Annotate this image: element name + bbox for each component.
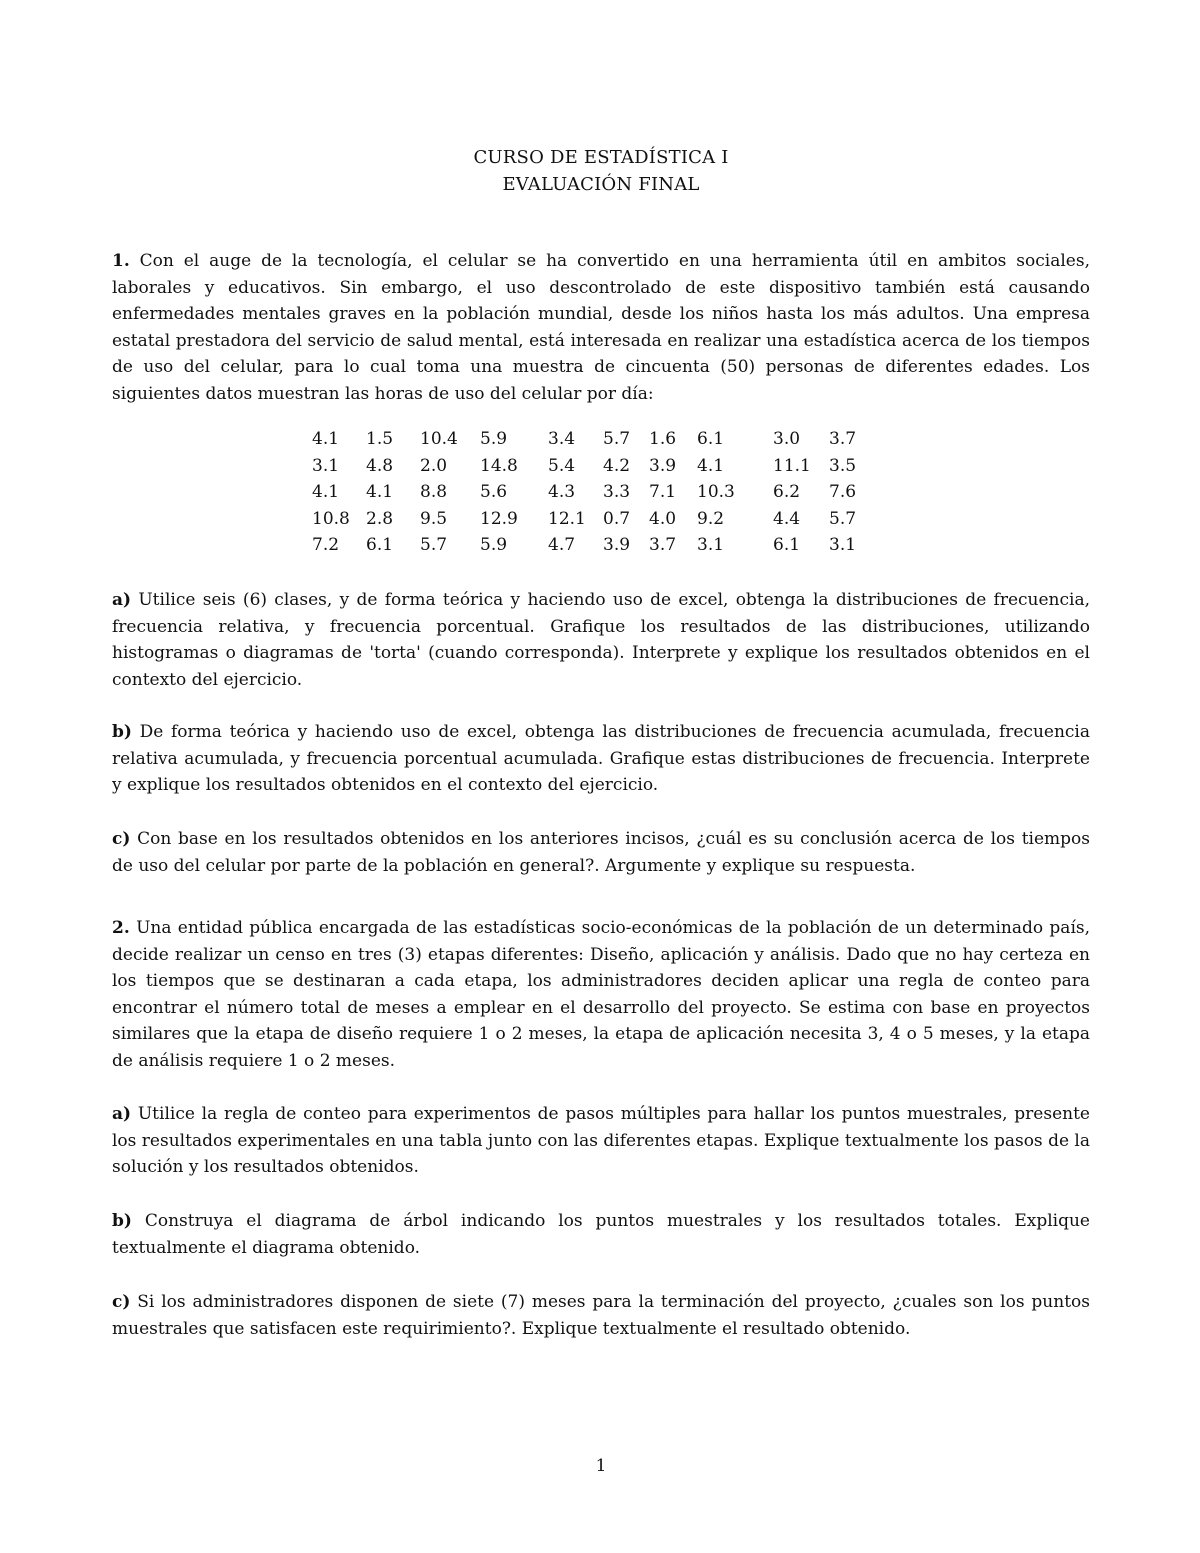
problem-2-number: 2. [112,918,130,938]
table-row [312,532,869,559]
table-cell: 7.1 [649,482,677,503]
table-cell: 5.9 [480,535,508,556]
table-cell: 3.9 [603,535,631,556]
problem-1-part-a [112,587,1090,693]
table-row [312,426,869,453]
table-cell: 3.1 [312,455,340,476]
table-cell: 9.5 [420,508,448,529]
problem-1-part-a-text: Utilice seis (6) clases, y de forma teórica y haciendo uso de excel, obtenga la distribuciones de frecuencia, frecuencia relativa, y frecuencia porcentual. Grafique los resultados de las distribuciones, utilizando histogramas o diagramas de 'torta' (cuando corresponda). Interprete y explique los resultados obtenidos en el contexto del ejercicio. [112,590,1090,690]
problem-1-intro-text: Con el auge de la tecnología, el celular se ha convertido en una herramienta útil en ambitos sociales, laborales y educativos. Sin embargo, el uso descontrolado de este dispositivo también está causando enfermedades mentales graves en la población mundial, desde los niños hasta los más adultos. Una empresa estatal prestadora del servicio de salud mental, está interesada en realizar una estadística acerca de los tiempos de uso del celular, para lo cual toma una muestra de cincuenta (50) personas de diferentes edades. Los siguientes datos muestran las horas de uso del celular por día: [112,251,1090,404]
problem-2-intro [112,915,1090,1074]
problem-2-part-a-label: a) [112,1104,132,1124]
table-cell: 0.7 [603,508,631,529]
problem-1-number: 1. [112,251,130,271]
table-cell: 3.7 [649,535,677,556]
table-cell: 6.2 [773,482,801,503]
table-cell: 4.1 [697,455,725,476]
table-cell: 2.0 [420,455,448,476]
table-cell: 5.7 [603,429,631,450]
table-cell: 7.6 [829,482,857,503]
table-cell: 6.1 [697,429,725,450]
table-cell: 1.6 [649,429,677,450]
table-cell: 10.3 [697,482,735,503]
table-cell: 4.7 [548,535,576,556]
title-line-1: CURSO DE ESTADÍSTICA I [473,147,729,168]
problem-1-part-c [112,826,1090,879]
problem-2-part-b-label: b) [112,1211,132,1231]
table-cell: 3.7 [829,429,857,450]
table-cell: 4.8 [366,455,394,476]
table-cell: 6.1 [366,535,394,556]
problem-2-part-b [112,1208,1090,1261]
table-cell: 3.9 [649,455,677,476]
table-cell: 3.3 [603,482,631,503]
table-row [312,453,869,480]
problem-2-part-b-text: Construya el diagrama de árbol indicando los puntos muestrales y los resultados totales. Explique textualmente el diagrama obtenido. [112,1211,1090,1258]
table-cell: 3.1 [829,535,857,556]
problem-2-part-c [112,1289,1090,1342]
document-title [112,144,1090,198]
table-cell: 5.4 [548,455,576,476]
problem-1-part-a-label: a) [112,590,132,610]
page-number: 1 [595,1456,607,1476]
table-cell: 5.9 [480,429,508,450]
problem-1-part-b-text: De forma teórica y haciendo uso de excel, obtenga las distribuciones de frecuencia acumulada, frecuencia relativa acumulada, y frecuencia porcentual acumulada. Grafique estas distribuciones de frecuencia. Interprete y explique los resultados obtenidos en el contexto del ejercicio. [112,722,1090,795]
problem-2-part-a-text: Utilice la regla de conteo para experimentos de pasos múltiples para hallar los puntos muestrales, presente los resultados experimentales en una tabla junto con las diferentes etapas. Explique textualmente los pasos de la solución y los resultados obtenidos. [112,1104,1090,1177]
table-cell: 9.2 [697,508,725,529]
table-cell: 4.3 [548,482,576,503]
problem-1-part-b [112,719,1090,799]
table-cell: 4.4 [773,508,801,529]
table-row [312,479,869,506]
table-cell: 8.8 [420,482,448,503]
table-cell: 14.8 [480,455,518,476]
table-cell: 4.1 [312,482,340,503]
table-cell: 4.0 [649,508,677,529]
problem-2-intro-text: Una entidad pública encargada de las estadísticas socio-económicas de la población de un determinado país, decide realizar un censo en tres (3) etapas diferentes: Diseño, aplicación y análisis. Dado que no hay certeza en los tiempos que se destinaran a cada etapa, los administradores deciden aplicar una regla de conteo para encontrar el número total de meses a emplear en el desarrollo del proyecto. Se estima con base en proyectos similares que la etapa de diseño requiere 1 o 2 meses, la etapa de aplicación necesita 3, 4 o 5 meses, y la etapa de análisis requiere 1 o 2 meses. [112,918,1091,1071]
problem-1-part-c-label: c) [112,829,131,849]
problem-1-intro [112,248,1090,407]
table-cell: 3.0 [773,429,801,450]
table-cell: 7.2 [312,535,340,556]
problem-2-part-c-label: c) [112,1292,131,1312]
table-cell: 3.4 [548,429,576,450]
table-cell: 5.7 [420,535,448,556]
table-cell: 2.8 [366,508,394,529]
table-cell: 4.1 [312,429,340,450]
table-cell: 1.5 [366,429,394,450]
problem-2-part-a [112,1101,1090,1181]
table-cell: 10.8 [312,508,350,529]
table-cell: 3.1 [697,535,725,556]
table-cell: 12.9 [480,508,518,529]
table-row [312,506,869,533]
table-cell: 11.1 [773,455,811,476]
title-line-2: EVALUACIÓN FINAL [502,174,700,195]
problem-2-part-c-text: Si los administradores disponen de siete (7) meses para la terminación del proyecto, ¿cuales son los puntos muestrales que satisfacen este requirimiento?. Explique textualmente el resultado obtenido. [112,1292,1090,1339]
table-cell: 4.1 [366,482,394,503]
document-page [112,0,1090,1553]
usage-hours-table [312,426,869,559]
table-cell: 5.7 [829,508,857,529]
table-cell: 10.4 [420,429,458,450]
table-cell: 4.2 [603,455,631,476]
table-cell: 3.5 [829,455,857,476]
problem-1-part-c-text: Con base en los resultados obtenidos en los anteriores incisos, ¿cuál es su conclusión acerca de los tiempos de uso del celular por parte de la población en general?. Argumente y explique su respuesta. [112,829,1090,876]
table-cell: 5.6 [480,482,508,503]
table-cell: 6.1 [773,535,801,556]
problem-1-part-b-label: b) [112,722,132,742]
table-cell: 12.1 [548,508,586,529]
